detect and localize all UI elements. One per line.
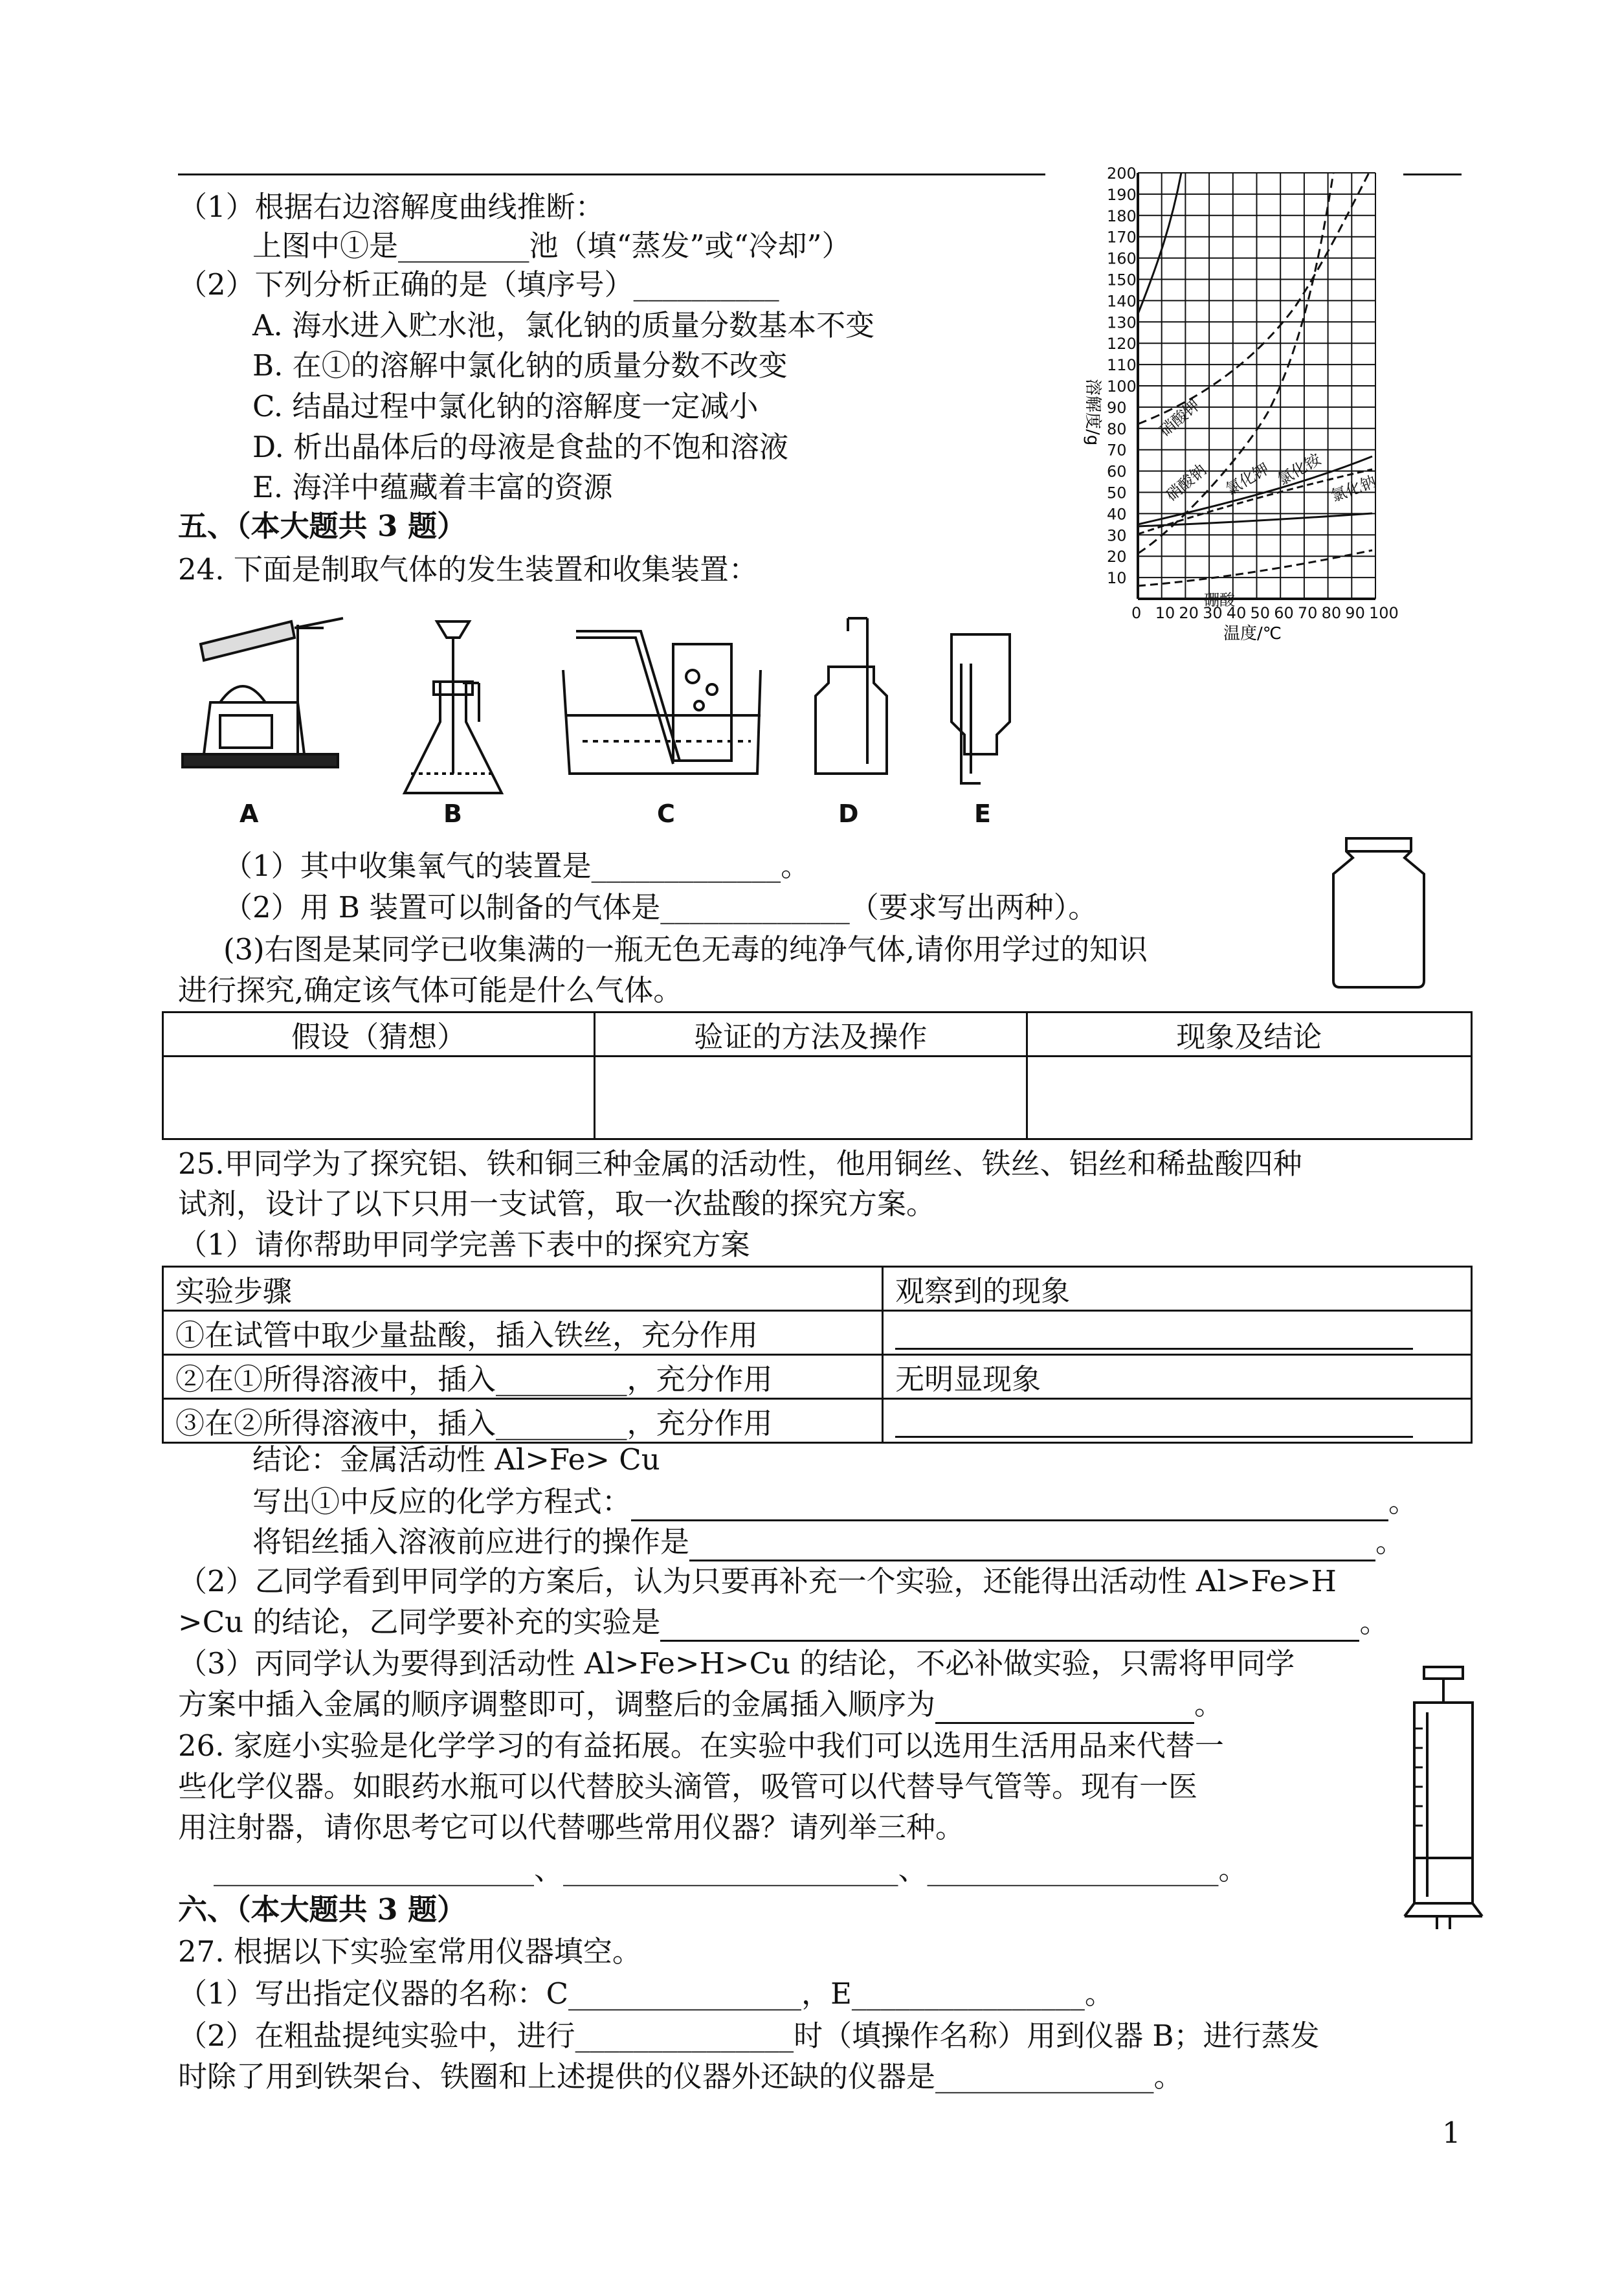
q23-option-b: B. 在①的溶解中氯化钠的质量分数不改变 <box>252 348 788 383</box>
method-answer-cell[interactable] <box>595 1057 1027 1139</box>
y-tick-label: 170 <box>1107 228 1137 247</box>
apparatus-figure <box>175 599 1049 832</box>
q25-operation-prompt: 将铝丝插入溶液前应进行的操作是 。 <box>252 1523 1405 1561</box>
x-tick-label: 100 <box>1369 604 1399 622</box>
y-tick-label: 160 <box>1107 249 1137 268</box>
y-tick-label: 140 <box>1107 292 1137 311</box>
graph-y-ticks <box>1107 165 1137 587</box>
apparatus-label-a: A <box>239 800 259 828</box>
apparatus-e <box>951 634 1010 783</box>
step-row-3: ③在②所得溶液中，插入_________，充分作用 <box>163 1399 883 1443</box>
q23-option-c: C. 结晶过程中氯化钠的溶解度一定减小 <box>252 389 759 423</box>
y-tick-label: 150 <box>1107 271 1137 289</box>
q24-part1: （1）其中收集氧气的装置是_____________。 <box>223 849 810 883</box>
curve-label-4: 氯化钠 <box>1328 472 1379 506</box>
y-tick-label: 90 <box>1107 398 1127 417</box>
section-6-heading: 六、（本大题共 3 题） <box>178 1892 467 1927</box>
gas-jar-picture <box>1327 835 1430 990</box>
y-tick-label: 10 <box>1107 569 1127 588</box>
curve-label-5: 硼酸 <box>1204 591 1235 609</box>
q23-option-e: E. 海洋中蕴藏着丰富的资源 <box>252 470 613 504</box>
q23-option-a: A. 海水进入贮水池，氯化钠的质量分数基本不变 <box>252 308 875 342</box>
x-tick-label: 0 <box>1131 604 1142 622</box>
method-header: 验证的方法及操作 <box>595 1012 1027 1057</box>
x-tick-label: 20 <box>1179 604 1199 622</box>
apparatus-label-c: C <box>657 800 675 828</box>
q27-part1: （1）写出指定仪器的名称：C________________，E________________。 <box>178 1976 1114 2011</box>
q26-answer-blanks[interactable]: ______________________、_______________________、____________________。 <box>214 1852 1248 1886</box>
q27-intro: 27. 根据以下实验室常用仪器填空。 <box>178 1934 641 1969</box>
syringe-picture <box>1398 1664 1489 1936</box>
y-tick-label: 60 <box>1107 462 1127 481</box>
observation-row-1[interactable] <box>883 1311 1472 1355</box>
y-tick-label: 200 <box>1107 165 1137 183</box>
q25-intro-a: 25.甲同学为了探究铝、铁和铜三种金属的活动性，他用铜丝、铁丝、铝丝和稀盐酸四种 <box>178 1146 1302 1181</box>
graph-grid <box>1138 173 1375 599</box>
q25-part2b-label: >Cu 的结论，乙同学要补充的实验是 <box>178 1605 661 1639</box>
apparatus-label-d: D <box>838 800 859 828</box>
q25-conclusion: 结论：金属活动性 Al>Fe> Cu <box>252 1442 660 1477</box>
y-tick-label: 50 <box>1107 484 1127 502</box>
y-tick-label: 70 <box>1107 441 1127 460</box>
apparatus-b <box>405 621 502 793</box>
x-tick-label: 80 <box>1321 604 1342 622</box>
q25-part2a: （2）乙同学看到甲同学的方案后，认为只要再补充一个实验，还能得出活动性 Al>Fe>H <box>178 1564 1337 1598</box>
x-tick-label: 50 <box>1250 604 1271 622</box>
x-tick-label: 60 <box>1274 604 1294 622</box>
y-tick-label: 130 <box>1107 313 1137 332</box>
q25-part1: （1）请你帮助甲同学完善下表中的探究方案 <box>178 1227 750 1262</box>
graph-x-axis-label: 温度/℃ <box>1223 624 1282 643</box>
q25-part2-blank[interactable] <box>660 1614 1359 1642</box>
y-tick-label: 110 <box>1107 356 1137 375</box>
apparatus-a <box>183 618 343 767</box>
q24-intro: 24. 下面是制取气体的发生装置和收集装置： <box>178 552 758 587</box>
q26-line-b: 些化学仪器。如眼药水瓶可以代替胶头滴管，吸管可以代替导气管等。现有一医 <box>178 1769 1198 1804</box>
hypothesis-table <box>162 1011 1473 1140</box>
y-tick-label: 120 <box>1107 335 1137 353</box>
apparatus-label-b: B <box>443 800 462 828</box>
x-tick-label: 30 <box>1203 604 1223 622</box>
q25-part3a: （3）丙同学认为要得到活动性 Al>Fe>H>Cu 的结论，不必补做实验，只需将甲同学 <box>178 1646 1295 1681</box>
curve-label-2: 氯化钾 <box>1223 459 1273 499</box>
hypothesis-header: 假设（猜想） <box>163 1012 595 1057</box>
header-rule-left <box>178 173 1045 175</box>
x-tick-label: 10 <box>1155 604 1175 622</box>
graph-x-ticks <box>1131 604 1399 622</box>
q26-line-a: 26. 家庭小实验是化学学习的有益拓展。在实验中我们可以选用生活用品来代替一 <box>178 1728 1224 1763</box>
apparatus-label-e: E <box>974 800 991 828</box>
q24-part3b: 进行探究,确定该气体可能是什么气体。 <box>178 973 683 1007</box>
y-tick-label: 190 <box>1107 185 1137 204</box>
q23-part2: （2）下列分析正确的是（填序号）__________ <box>178 267 779 302</box>
curve-label-0: 硝酸钾 <box>1155 396 1204 440</box>
q25-equation-prompt: 写出①中反应的化学方程式： 。 <box>252 1482 1418 1521</box>
section-5-heading: 五、（本大题共 3 题） <box>178 509 467 543</box>
observation-row-2: 无明显现象 <box>883 1355 1472 1399</box>
step-row-2: ②在①所得溶液中，插入_________，充分作用 <box>163 1355 883 1399</box>
curve-label-3: 氯化铵 <box>1274 449 1324 489</box>
y-tick-label: 20 <box>1107 548 1127 566</box>
y-tick-label: 30 <box>1107 526 1127 545</box>
q25-part2b: >Cu 的结论，乙同学要补充的实验是 。 <box>178 1603 1388 1642</box>
q27-part2b: 时除了用到铁架台、铁圈和上述提供的仪器外还缺的仪器是_______________。 <box>178 2059 1183 2094</box>
y-tick-label: 100 <box>1107 377 1137 396</box>
q25-operation-blank[interactable] <box>689 1534 1375 1561</box>
observation-row-3[interactable] <box>883 1399 1472 1443</box>
q25-equation-blank[interactable] <box>631 1493 1388 1521</box>
header-rule-right <box>1403 173 1462 175</box>
x-tick-label: 70 <box>1297 604 1318 622</box>
q23-part1: （1）根据右边溶解度曲线推断： <box>178 190 605 224</box>
step-row-1: ①在试管中取少量盐酸，插入铁丝，充分作用 <box>163 1311 883 1355</box>
curve-label-1: 硝酸钠 <box>1162 460 1210 505</box>
apparatus-c <box>563 631 761 774</box>
graph-y-axis-label: 溶解度/g <box>1083 379 1102 446</box>
x-tick-label: 40 <box>1226 604 1247 622</box>
result-answer-cell[interactable] <box>1027 1057 1472 1139</box>
q23-option-d: D. 析出晶体后的母液是食盐的不饱和溶液 <box>252 430 789 464</box>
solubility-curve-graph <box>1074 165 1411 644</box>
page-number: 1 <box>1442 2116 1461 2150</box>
q27-part2a: （2）在粗盐提纯实验中，进行_______________时（填操作名称）用到仪器 B；进行蒸发 <box>178 2019 1320 2053</box>
q25-part3-blank[interactable] <box>935 1696 1194 1724</box>
experiment-table <box>162 1266 1473 1444</box>
q25-intro-b: 试剂，设计了以下只用一支试管，取一次盐酸的探究方案。 <box>178 1187 936 1221</box>
q24-part2: （2）用 B 装置可以制备的气体是_____________（要求写出两种）。 <box>223 890 1098 924</box>
step-header: 实验步骤 <box>163 1267 883 1311</box>
apparatus-d <box>816 618 887 774</box>
hypothesis-answer-cell[interactable] <box>163 1057 595 1139</box>
x-tick-label: 90 <box>1345 604 1365 622</box>
q25-operation-label: 将铝丝插入溶液前应进行的操作是 <box>252 1525 690 1559</box>
q24-part3a: (3)右图是某同学已收集满的一瓶无色无毒的纯净气体,请你用学过的知识 <box>223 932 1148 967</box>
q23-part1b: 上图中①是_________池（填“蒸发”或“冷却”） <box>252 229 851 263</box>
q25-part3b-label: 方案中插入金属的顺序调整即可，调整后的金属插入顺序为 <box>178 1687 936 1721</box>
observation-header: 观察到的现象 <box>883 1267 1472 1311</box>
y-tick-label: 180 <box>1107 207 1137 225</box>
q26-line-c: 用注射器，请你思考它可以代替哪些常用仪器？请列举三种。 <box>178 1810 965 1844</box>
q25-equation-label: 写出①中反应的化学方程式： <box>252 1484 632 1519</box>
y-tick-label: 80 <box>1107 419 1127 438</box>
result-header: 现象及结论 <box>1027 1012 1472 1057</box>
y-tick-label: 40 <box>1107 505 1127 524</box>
q25-part3b: 方案中插入金属的顺序调整即可，调整后的金属插入顺序为 。 <box>178 1685 1223 1724</box>
